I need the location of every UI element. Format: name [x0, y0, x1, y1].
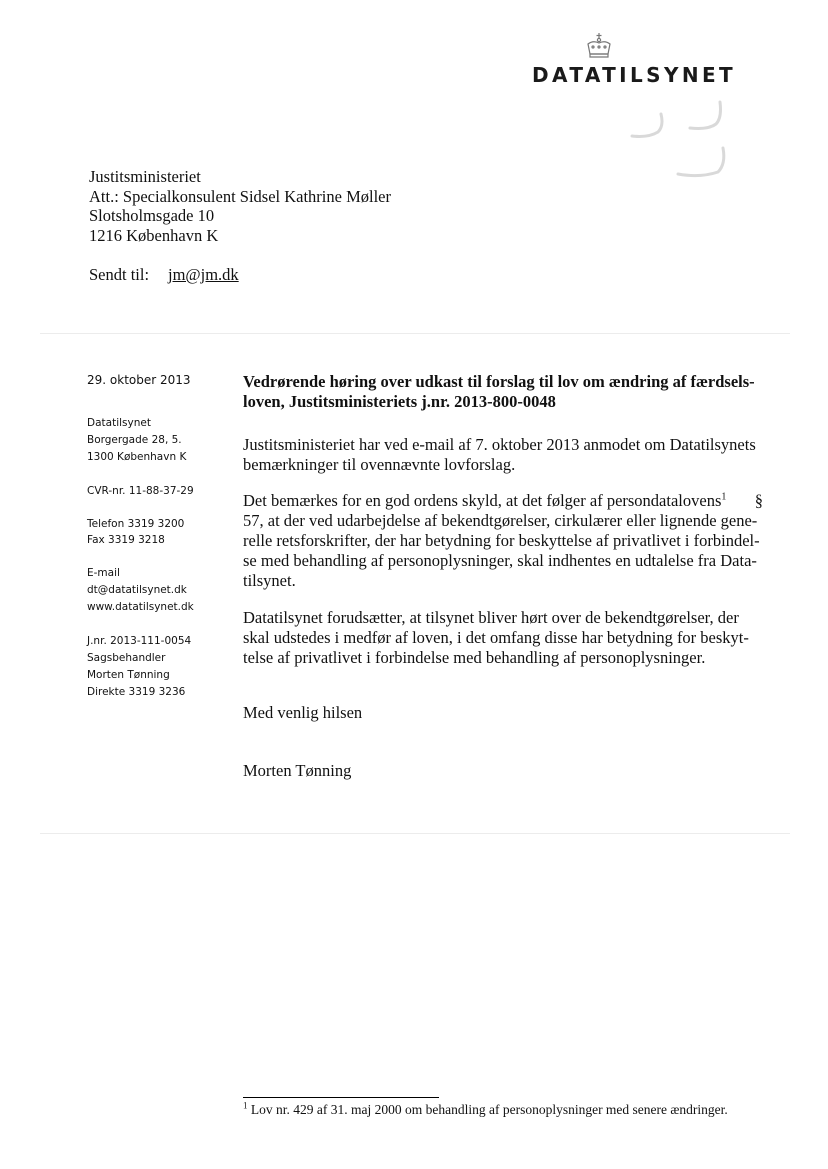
sender-city: 1300 København K [87, 451, 187, 463]
decorative-hooks [628, 98, 738, 188]
paragraph-2 [243, 491, 771, 591]
signature: Morten Tønning [243, 761, 352, 780]
logo-wordmark: DATATILSYNET [532, 63, 737, 87]
footnote [243, 1102, 728, 1118]
subject-line: loven, Justitsministeriets j.nr. 2013-800-0048 [243, 392, 556, 411]
crown-icon [584, 32, 614, 60]
case-handler-label: Sagsbehandler [87, 652, 166, 664]
section-sign: § [754, 491, 763, 510]
divider-bottom [40, 833, 790, 834]
sender-fax: Fax 3319 3218 [87, 534, 165, 546]
sender-website-link[interactable]: www.datatilsynet.dk [87, 601, 194, 613]
paragraph-line: Justitsministeriet har ved e-mail af 7. oktober 2013 anmodet om Datatilsynets [243, 435, 756, 454]
paragraph-line: Datatilsynet forudsætter, at tilsynet bliver hørt over de bekendtgørelser, der [243, 608, 739, 627]
recipient-line: Att.: Specialkonsulent Sidsel Kathrine Møller [89, 186, 391, 206]
paragraph-line: tilsynet. [243, 571, 296, 590]
paragraph-line: telse af privatlivet i forbindelse med behandling af personoplysninger. [243, 648, 706, 667]
paragraph-text: Det bemærkes for en god ordens skyld, at det følger af persondatalovens [243, 491, 722, 510]
sender-street: Borgergade 28, 5. [87, 434, 182, 446]
journal-number: J.nr. 2013-111-0054 [87, 635, 192, 647]
sender-phone: Telefon 3319 3200 [87, 518, 185, 530]
datatilsynet-logo [528, 32, 758, 92]
paragraph-line: relle retsforskrifter, der har betydning for beskyttelse af privatlivet i forbindel- [243, 531, 760, 550]
footnote-marker: 1 [243, 1100, 248, 1111]
sender-org: Datatilsynet [87, 417, 151, 429]
subject-line: Vedrørende høring over udkast til forslag til lov om ændring af færdsels- [243, 372, 755, 391]
paragraph-line: skal udstedes i medfør af loven, i det omfang disse har betydning for beskyt- [243, 628, 749, 647]
sent-label: Sendt til: [89, 265, 150, 284]
paragraph-line: bemærkninger til ovennævnte lovforslag. [243, 455, 516, 474]
sender-email-link[interactable]: dt@datatilsynet.dk [87, 584, 187, 596]
closing: Med venlig hilsen [243, 703, 363, 722]
recipient-address [89, 167, 391, 245]
paragraph-1 [243, 435, 771, 475]
letter-date: 29. oktober 2013 [87, 373, 191, 387]
recipient-line: Justitsministeriet [89, 167, 201, 186]
letter-subject [243, 372, 773, 412]
divider-top [40, 333, 790, 334]
direct-phone: Direkte 3319 3236 [87, 686, 186, 698]
sender-email-label: E-mail [87, 567, 120, 579]
footnote-separator [243, 1097, 439, 1098]
paragraph-line [243, 491, 771, 511]
case-handler-name: Morten Tønning [87, 669, 170, 681]
recipient-line: 1216 København K [89, 225, 219, 245]
footnote-reference: 1 [721, 491, 727, 503]
recipient-email-link[interactable]: jm@jm.dk [168, 265, 239, 284]
paragraph-line: se med behandling af personoplysninger, skal indhentes en udtalelse fra Data- [243, 551, 757, 570]
paragraph-3 [243, 608, 771, 668]
footnote-text: Lov nr. 429 af 31. maj 2000 om behandling af personoplysninger med senere ændringer. [250, 1102, 728, 1117]
sent-to [89, 265, 239, 285]
sender-cvr: CVR-nr. 11-88-37-29 [87, 485, 194, 497]
recipient-line: Slotsholmsgade 10 [89, 206, 215, 225]
paragraph-line: 57, at der ved udarbejdelse af bekendtgørelser, cirkulærer eller lignende gene- [243, 511, 758, 530]
